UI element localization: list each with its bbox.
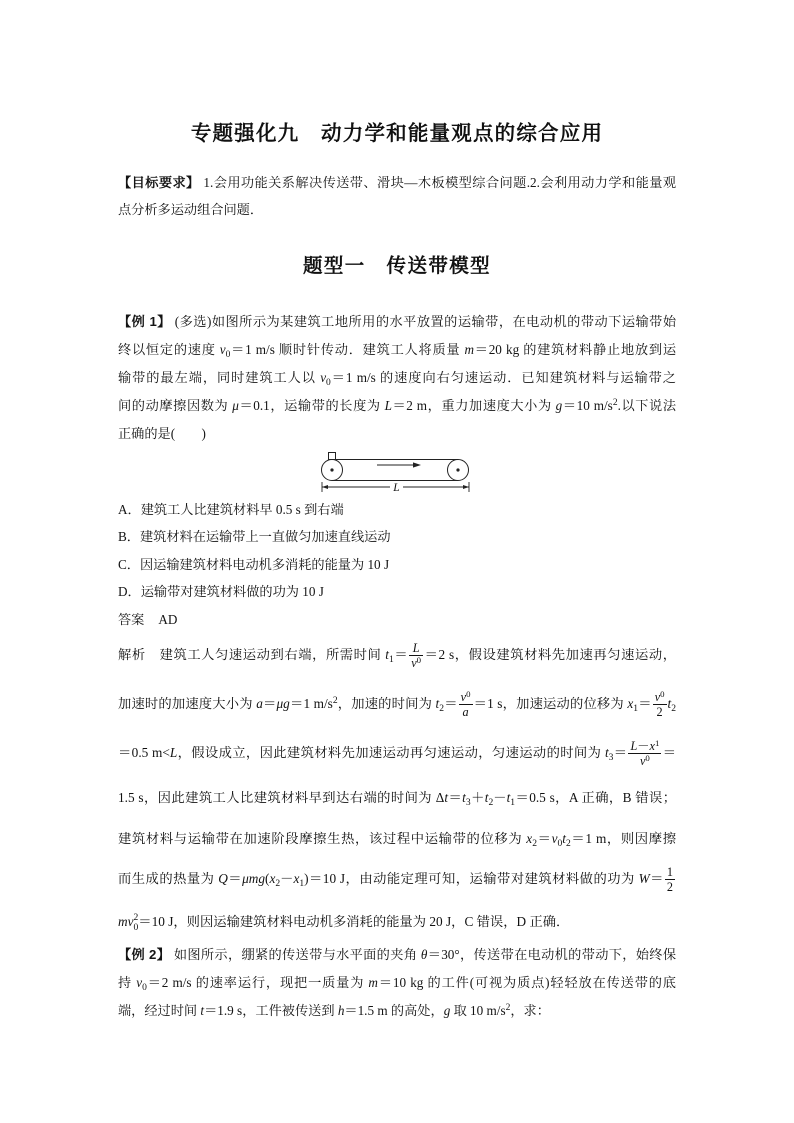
superscript: 1	[654, 737, 660, 748]
text-run: ＝2 m，重力加速度大小为	[391, 398, 556, 413]
subscript: 3	[608, 751, 614, 763]
superscript: 2	[505, 1003, 511, 1014]
fraction	[665, 865, 675, 895]
goal-requirements	[118, 169, 676, 223]
text-run: )＝10 J，由动能定理可知，运输带对建筑材料做的功为	[304, 871, 639, 886]
example-1-options	[118, 496, 676, 605]
text-run: 如图所示，绷紧的传送带与水平面的夹角	[170, 947, 421, 962]
right-pulley	[448, 460, 469, 481]
bold-label: 【例 2】	[118, 947, 171, 962]
math-variable: L	[169, 745, 178, 760]
option-item	[118, 523, 676, 550]
math-variable: t	[604, 745, 609, 760]
analysis-line	[118, 631, 676, 679]
math-variable: x	[649, 739, 655, 754]
text-run: ＝	[262, 696, 277, 711]
fraction	[459, 690, 473, 720]
text-run: ＝	[448, 790, 463, 805]
math-variable: Q	[218, 871, 228, 886]
text-run: 1	[666, 865, 673, 880]
text-run: 2	[666, 880, 673, 895]
math-variable: x	[627, 696, 634, 711]
fraction-numerator	[409, 641, 423, 655]
subscript: 0	[133, 921, 139, 933]
text-run: ＝	[613, 745, 628, 760]
superscript: 2	[332, 695, 338, 707]
fraction-numerator	[653, 690, 667, 704]
text-run: ＝1 m，则因摩擦	[570, 831, 676, 846]
math-variable: v	[460, 690, 467, 705]
fraction-numerator	[628, 739, 661, 753]
math-variable: W	[638, 871, 650, 886]
math-variable: μmg	[242, 871, 266, 886]
math-variable: t	[562, 831, 566, 846]
text-run: 正确的是( )	[118, 426, 206, 441]
building-material-block	[329, 453, 336, 460]
example-2-stem	[118, 941, 676, 1025]
fraction-denominator	[628, 753, 661, 768]
fraction-numerator	[665, 865, 675, 879]
text-run: 1.5 s，因此建筑工人比建筑材料早到达右端的时间为 Δ	[118, 790, 445, 805]
math-variable: mv	[118, 914, 134, 929]
superscript: 0	[645, 753, 650, 764]
text-run: ＝2 m/s 的速率运行，现把一质量为	[146, 975, 369, 990]
text-run: ＝10 kg 的工件(可视为质点)轻轻放在传送带的底	[377, 975, 676, 990]
analysis-line	[118, 679, 676, 729]
math-variable: L	[384, 398, 392, 413]
math-variable: t	[667, 696, 672, 711]
superscript: 0	[660, 688, 665, 699]
math-variable: t	[462, 790, 466, 805]
subscript: 1	[633, 702, 639, 714]
text-run: ＝1 m/s 的速度向右匀速运动．已知建筑材料与运输带之	[330, 370, 676, 385]
math-variable: v	[639, 754, 646, 769]
text-run: ＝10 J，则因运输建筑材料电动机多消耗的能量为 20 J，C 错误，D 正确．	[138, 914, 570, 929]
text-run: 加速时的加速度大小为	[118, 696, 257, 711]
fraction-denominator	[653, 704, 667, 719]
math-variable: m	[464, 342, 474, 357]
text-run: 解析 建筑工人匀速运动到右端，所需时间	[118, 647, 386, 662]
math-variable: θ	[420, 947, 428, 962]
text-run: ＝30°，传送带在电动机的带动下，始终保	[427, 947, 676, 962]
answer-value: AD	[158, 611, 178, 627]
math-variable: t	[435, 696, 440, 711]
fraction-denominator	[409, 655, 423, 670]
text-run: ＝1 m/s 顺时针传动．建筑工人将质量	[230, 342, 465, 357]
math-variable: t	[385, 647, 389, 662]
analysis-line	[118, 899, 676, 945]
analysis-line	[118, 859, 676, 899]
bold-label: 【目标要求】	[118, 175, 200, 190]
subscript: 2	[671, 702, 676, 714]
math-variable: v	[551, 831, 558, 846]
math-variable: v	[219, 342, 226, 357]
subscript: 0	[142, 982, 147, 993]
math-variable: g	[555, 398, 563, 413]
text-run: (	[265, 871, 270, 886]
text-run: ＝0.1，运输带的长度为	[238, 398, 385, 413]
length-label: L	[393, 482, 400, 494]
text-run: ＝20 kg 的建筑材料静止地放到运	[473, 342, 676, 357]
text-run: ＝0.5 m<	[118, 745, 170, 760]
fraction-numerator	[459, 690, 473, 704]
goal-line	[118, 196, 676, 223]
math-variable: L	[412, 641, 420, 656]
fraction	[653, 690, 667, 720]
stem-line	[118, 308, 676, 336]
stem-line	[118, 392, 676, 420]
motion-direction-arrow	[377, 462, 421, 467]
text-run: 端，经过时间	[118, 1003, 201, 1018]
text-run: ＝	[393, 647, 409, 662]
subscript: 3	[465, 796, 471, 808]
text-run: ＝10 m/s	[562, 398, 613, 413]
text-run: ，加速的时间为	[337, 696, 436, 711]
math-variable: v	[136, 975, 143, 990]
text-run: ＝1 s，加速运动的位移为	[473, 696, 628, 711]
stem-line	[118, 941, 676, 969]
example-1-answer	[118, 606, 676, 633]
subscript: 2	[439, 702, 445, 714]
text-run: ＝	[662, 745, 676, 760]
text-run: 取 10 m/s	[450, 1003, 506, 1018]
text-run: 2	[656, 705, 663, 720]
text-run: ＝	[536, 831, 552, 846]
math-variable: a	[256, 696, 263, 711]
subscript: 0	[326, 377, 331, 388]
math-variable: a	[462, 705, 469, 720]
text-run: －	[493, 790, 507, 805]
math-variable: t	[506, 790, 511, 805]
example-1-analysis	[118, 631, 676, 945]
text-run: ＋	[470, 790, 485, 805]
analysis-line	[118, 819, 676, 859]
text-run: 建筑材料与运输带在加速阶段摩擦生热，该过程中运输带的位移为	[118, 831, 527, 846]
math-variable: t	[444, 790, 449, 805]
text-run: ＝1.9 s，工件被传送到	[204, 1003, 338, 1018]
stem-line	[118, 336, 676, 364]
fraction	[628, 739, 661, 769]
subscript: 0	[225, 349, 231, 360]
math-variable: h	[337, 1003, 345, 1018]
fraction-denominator	[459, 704, 473, 719]
superscript: 2	[612, 398, 618, 409]
text-run: 输带的最左端，同时建筑工人以	[118, 370, 321, 385]
text-run: (多选)如图所示为某建筑工地所用的水平放置的运输带，在电动机的带动下运输带始	[170, 314, 676, 329]
math-variable: μg	[276, 696, 290, 711]
math-variable: L	[630, 739, 638, 754]
text-run: B．建筑材料在运输带上一直做匀加速直线运动	[118, 529, 391, 545]
text-run: 终以恒定的速度	[118, 342, 220, 357]
math-variable: x	[526, 831, 533, 846]
math-variable: t	[484, 790, 489, 805]
text-run: ＝0.5 s，A 正确，B 错误；	[515, 790, 676, 805]
subscript: 2	[275, 877, 281, 889]
math-variable: μ	[232, 398, 239, 413]
option-item	[118, 578, 676, 605]
text-run: ＝	[444, 696, 458, 711]
text-run: ＝	[649, 871, 664, 886]
math-variable: v	[654, 690, 661, 705]
text-run: －	[280, 871, 294, 886]
superscript: 0	[466, 688, 471, 699]
math-variable: x	[269, 871, 276, 886]
subscript: 0	[557, 837, 563, 849]
math-variable: v	[320, 370, 327, 385]
section-heading: 题型一 传送带模型	[302, 255, 492, 277]
math-variable: x	[293, 871, 300, 886]
text-run: ＝	[638, 696, 652, 711]
text-run: ＝	[227, 871, 243, 886]
subscript: 2	[488, 796, 494, 808]
math-variable: m	[368, 975, 378, 990]
text-run: D．运输带对建筑材料做的功为 10 J	[118, 583, 324, 599]
subscript: 1	[510, 796, 516, 808]
subscript: 1	[299, 877, 305, 889]
math-variable: g	[443, 1003, 451, 1018]
page-title: 专题强化九 动力学和能量观点的综合应用	[190, 122, 604, 145]
text-run: C．因运输建筑材料电动机多消耗的能量为 10 J	[118, 556, 390, 572]
subscript: 2	[565, 837, 571, 849]
text-run: －	[637, 739, 650, 754]
text-run: 持	[118, 975, 137, 990]
text-run: ＝1.5 m 的高处，	[344, 1003, 444, 1018]
math-variable: v	[411, 656, 417, 671]
stem-line	[118, 997, 676, 1025]
answer-label: 答案	[118, 611, 145, 627]
conveyor-belt-figure	[310, 448, 480, 496]
fraction-denominator	[665, 879, 675, 894]
analysis-line	[118, 729, 676, 776]
left-pulley	[322, 460, 343, 481]
option-item	[118, 496, 676, 523]
text-run: 1.会用功能关系解决传送带、滑块—木板模型综合问题.2.会利用动力学和能量观	[199, 175, 676, 190]
bold-label: 【例 1】	[118, 314, 171, 329]
stem-line	[118, 364, 676, 392]
math-variable: t	[200, 1003, 205, 1018]
subscript: 1	[389, 653, 394, 665]
text-run: A．建筑工人比建筑材料早 0.5 s 到右端	[118, 502, 344, 517]
text-run: 点分析多运动组合问题．	[118, 202, 264, 217]
stem-line	[118, 969, 676, 997]
text-run: ，假设成立，因此建筑材料先加速运动再匀速运动，匀速运动的时间为	[177, 745, 605, 760]
superscript: 0	[416, 655, 422, 666]
superscript: 2	[133, 911, 139, 923]
example-1-stem	[118, 308, 676, 448]
text-run: .以下说法	[617, 398, 676, 413]
analysis-line	[118, 776, 676, 819]
text-run: 而生成的热量为	[118, 871, 219, 886]
text-run: 间的动摩擦因数为	[118, 398, 233, 413]
goal-line	[118, 169, 676, 196]
text-run: ，求：	[510, 1003, 550, 1018]
option-item	[118, 551, 676, 578]
subscript: 2	[532, 837, 537, 849]
text-run: ＝2 s，假设建筑材料先加速再匀速运动，	[424, 647, 676, 662]
stem-line	[118, 420, 676, 448]
text-run: ＝1 m/s	[289, 696, 333, 711]
fraction	[409, 641, 423, 671]
